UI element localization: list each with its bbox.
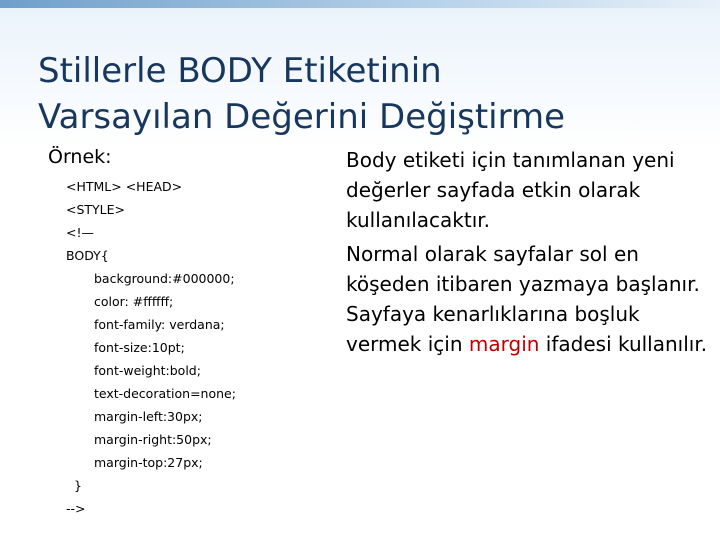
- css-rule: [30, 313, 320, 336]
- paragraph-1-text: Body etiketi için tanımlanan yeni değerler sayfada etkin olarak kullanılacaktır.: [346, 148, 675, 232]
- title-line-1: Stillerle BODY Etiketinin: [38, 51, 442, 91]
- css-rule-text: font-weight:bold;: [94, 363, 201, 378]
- css-rule: [30, 405, 320, 428]
- css-rule: [30, 382, 320, 405]
- code-line: [30, 175, 320, 198]
- paragraph-2: [322, 239, 712, 359]
- css-rule: [30, 290, 320, 313]
- title-area: [0, 8, 720, 150]
- css-rule-text: color: #ffffff;: [94, 294, 174, 309]
- code-line-text: <!—: [66, 225, 94, 240]
- css-rule: [30, 428, 320, 451]
- css-rule-text: font-size:10pt;: [94, 340, 185, 355]
- margin-keyword: margin: [468, 332, 540, 356]
- paragraph-1: [322, 145, 712, 235]
- paragraph-2-text-after: ifadesi kullanılır.: [539, 332, 708, 356]
- css-rule-text: margin-top:27px;: [94, 455, 203, 470]
- code-line: [30, 244, 320, 267]
- example-heading-text: Örnek:: [48, 146, 112, 168]
- paragraph-2-text-before: Normal olarak sayfalar sol en köşeden itibaren yazmaya başlanır. Sayfaya kenarlıklarına boşluk vermek için: [346, 242, 700, 356]
- title-line-2: Varsayılan Değerini Değiştirme: [38, 97, 566, 137]
- css-rule-text: margin-right:50px;: [94, 432, 212, 447]
- css-rule-text: margin-left:30px;: [94, 409, 203, 424]
- left-column: [30, 145, 320, 520]
- css-rule: [30, 267, 320, 290]
- css-rule: [30, 336, 320, 359]
- css-rule-text: font-family: verdana;: [94, 317, 225, 332]
- code-line-text: <HTML> <HEAD>: [66, 179, 183, 194]
- closing-brace: }: [74, 478, 82, 493]
- css-rule-text: background:#000000;: [94, 271, 235, 286]
- example-heading: [30, 145, 320, 169]
- code-line: [30, 497, 320, 520]
- css-rule-text: text-decoration=none;: [94, 386, 236, 401]
- slide-title: [38, 48, 698, 140]
- css-rule: [30, 359, 320, 382]
- code-line-text: <STYLE>: [66, 202, 126, 217]
- code-line: [30, 221, 320, 244]
- code-block: [30, 175, 320, 520]
- css-rule: [30, 451, 320, 474]
- right-column: [322, 145, 712, 363]
- code-line: [30, 198, 320, 221]
- code-line-text: BODY{: [66, 248, 109, 263]
- top-accent-bar: [0, 0, 720, 8]
- code-line-text: -->: [66, 501, 86, 516]
